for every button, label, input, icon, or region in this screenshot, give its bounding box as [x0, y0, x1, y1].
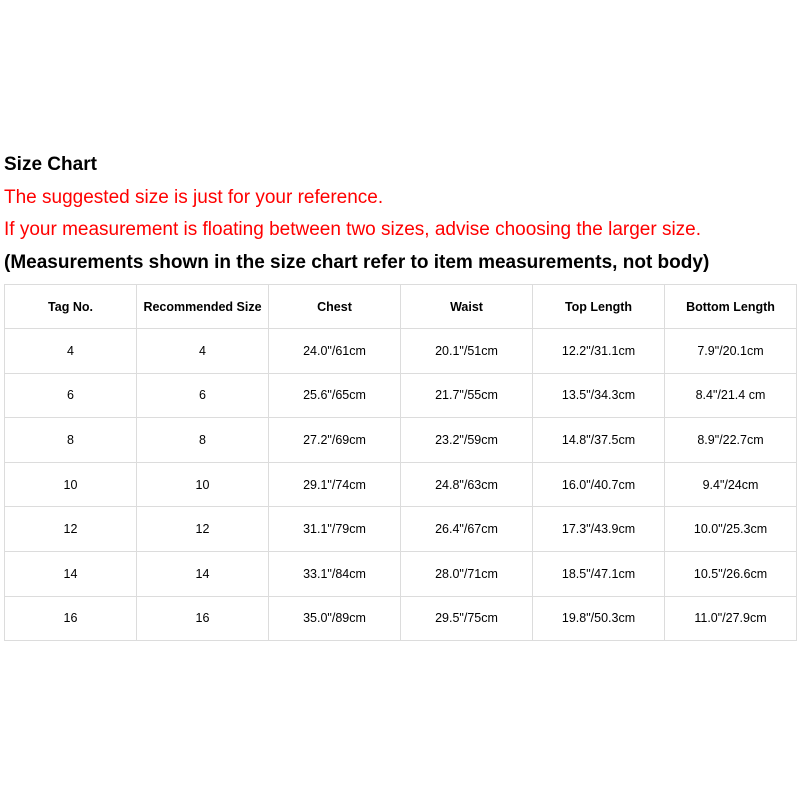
cell-top-length: 18.5"/47.1cm [533, 551, 665, 596]
cell-waist: 28.0"/71cm [401, 551, 533, 596]
cell-bottom-length: 8.4"/21.4 cm [665, 373, 797, 418]
cell-waist: 21.7"/55cm [401, 373, 533, 418]
cell-waist: 23.2"/59cm [401, 418, 533, 463]
cell-bottom-length: 10.5"/26.6cm [665, 551, 797, 596]
header-top-length: Top Length [533, 285, 665, 329]
table-header-row [5, 285, 797, 329]
cell-top-length: 17.3"/43.9cm [533, 507, 665, 552]
table-row [5, 507, 797, 552]
cell-bottom-length: 7.9"/20.1cm [665, 329, 797, 374]
cell-waist: 20.1"/51cm [401, 329, 533, 374]
cell-recommended-size: 6 [137, 373, 269, 418]
cell-waist: 24.8"/63cm [401, 462, 533, 507]
cell-chest: 29.1"/74cm [269, 462, 401, 507]
table-row [5, 373, 797, 418]
cell-tag-no: 6 [5, 373, 137, 418]
cell-recommended-size: 10 [137, 462, 269, 507]
cell-chest: 27.2"/69cm [269, 418, 401, 463]
cell-top-length: 13.5"/34.3cm [533, 373, 665, 418]
cell-top-length: 14.8"/37.5cm [533, 418, 665, 463]
cell-waist: 26.4"/67cm [401, 507, 533, 552]
cell-chest: 35.0"/89cm [269, 596, 401, 641]
header-tag-no: Tag No. [5, 285, 137, 329]
header-bottom-length: Bottom Length [665, 285, 797, 329]
cell-tag-no: 12 [5, 507, 137, 552]
cell-top-length: 19.8"/50.3cm [533, 596, 665, 641]
cell-bottom-length: 11.0"/27.9cm [665, 596, 797, 641]
size-chart-title: Size Chart [4, 154, 97, 175]
cell-recommended-size: 8 [137, 418, 269, 463]
cell-recommended-size: 14 [137, 551, 269, 596]
header-recommended-size: Recommended Size [137, 285, 269, 329]
table-row [5, 418, 797, 463]
cell-chest: 31.1"/79cm [269, 507, 401, 552]
cell-tag-no: 16 [5, 596, 137, 641]
cell-chest: 24.0"/61cm [269, 329, 401, 374]
table-row [5, 462, 797, 507]
header-chest: Chest [269, 285, 401, 329]
cell-top-length: 16.0"/40.7cm [533, 462, 665, 507]
larger-size-note: If your measurement is floating between two sizes, advise choosing the larger size. [4, 219, 702, 240]
reference-note: The suggested size is just for your reference. [4, 187, 384, 208]
table-row [5, 329, 797, 374]
cell-tag-no: 14 [5, 551, 137, 596]
cell-tag-no: 8 [5, 418, 137, 463]
cell-chest: 25.6"/65cm [269, 373, 401, 418]
cell-bottom-length: 8.9"/22.7cm [665, 418, 797, 463]
header-waist: Waist [401, 285, 533, 329]
cell-tag-no: 4 [5, 329, 137, 374]
cell-recommended-size: 12 [137, 507, 269, 552]
cell-waist: 29.5"/75cm [401, 596, 533, 641]
cell-chest: 33.1"/84cm [269, 551, 401, 596]
table-row [5, 551, 797, 596]
size-table [4, 284, 797, 641]
table-row [5, 596, 797, 641]
cell-recommended-size: 16 [137, 596, 269, 641]
cell-bottom-length: 9.4"/24cm [665, 462, 797, 507]
measurement-note: (Measurements shown in the size chart refer to item measurements, not body) [4, 252, 710, 273]
cell-bottom-length: 10.0"/25.3cm [665, 507, 797, 552]
cell-recommended-size: 4 [137, 329, 269, 374]
cell-tag-no: 10 [5, 462, 137, 507]
cell-top-length: 12.2"/31.1cm [533, 329, 665, 374]
